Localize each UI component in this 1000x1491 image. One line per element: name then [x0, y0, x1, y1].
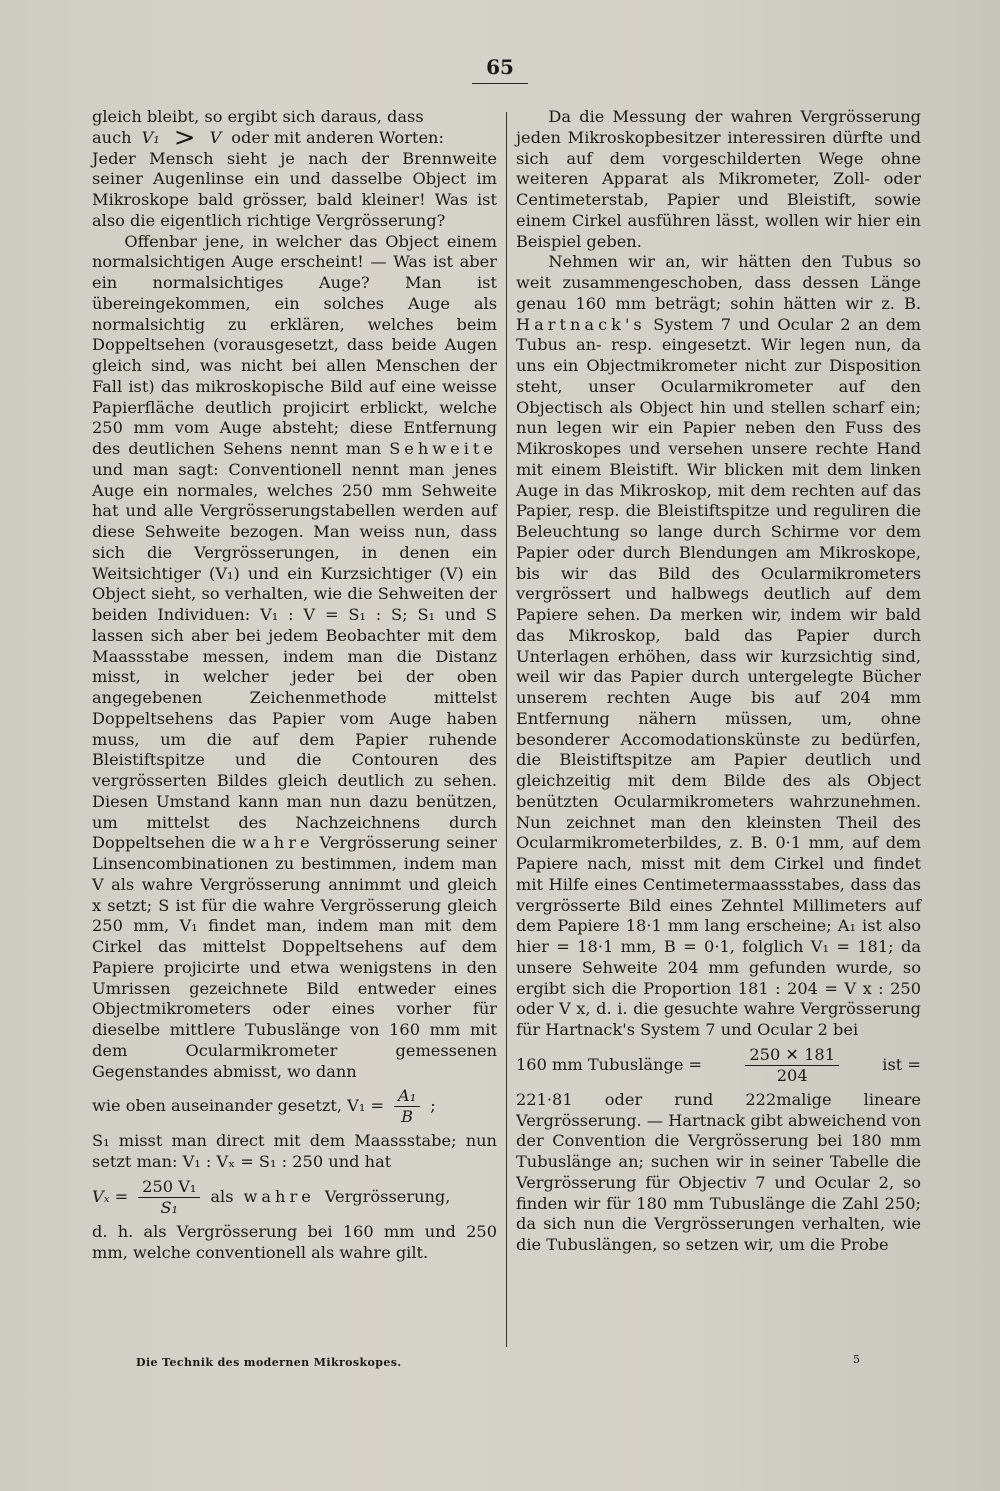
term-sehweite: Sehweite: [389, 439, 497, 458]
equation-tubus-denominator: 204: [776, 1065, 808, 1085]
equation-v1: [92, 1086, 497, 1127]
inequality-prefix: auch: [92, 127, 132, 147]
footer-signature-mark: 5: [853, 1353, 860, 1366]
footer-book-title: Die Technik des modernen Mikroskopes.: [136, 1356, 402, 1369]
page-number: 65: [486, 55, 514, 79]
equation-vx-denominator: S₁: [160, 1197, 179, 1217]
greater-than-sign: >: [173, 123, 196, 154]
equation-v1-numerator: A₁: [394, 1086, 420, 1107]
equation-vx-rhs-a: als: [210, 1186, 234, 1206]
right-paragraph-2-part-a: Nehmen wir an, wir hätten den Tubus so weit zusammengeschoben, dass dessen Länge genau 160 mm beträgt; sohin hätten wir z. B.: [516, 252, 921, 313]
left-column: [92, 107, 497, 1263]
equation-vx: [92, 1177, 497, 1218]
left-paragraph-5: S₁ misst man direct mit dem Maassstabe; nun setzt man: V₁ : Vₓ = S₁ : 250 und hat: [92, 1131, 497, 1171]
term-hartnacks: Hartnack's: [516, 314, 646, 334]
inequality-v1: V₁: [141, 127, 160, 147]
right-paragraph-3: 221·81 oder rund 222malige lineare Vergrösserung. — Hartnack gibt abweichend von der Convention die Vergrösserung bei 180 mm Tubuslänge an; suchen wir in seiner Tabelle die Vergrösserung für Objectiv 7 und Ocular 2, so finden wir für 180 mm Tubuslänge die Zahl 250; da sich nun die Vergrösserungen verhalten, wie die Tubuslängen, so setzen wir, um die Probe: [516, 1089, 921, 1254]
left-paragraph-4-part-a: Offenbar jene, in welcher das Object einem normalsichtigen Auge erscheint! — Was ist aber ein normalsichtiges Auge? Man ist übereingekommen, ein solches Auge als normalsichtig zu erklären, welches beim Doppeltsehen (vorausgesetzt, dass beide Augen gleich sind, was nicht bei allen Menschen der Fall ist) das mikroskopische Bild auf eine weisse Papierfläche deutlich projicirt erblickt, welche 250 mm vom Auge absteht; diese Entfernung des deutlichen Sehens nennt man: [92, 231, 497, 458]
left-paragraph-6: d. h. als Vergrösserung bei 160 mm und 250 mm, welche conventionell als wahre gilt.: [92, 1221, 497, 1262]
equation-tubus-numerator: 250 ✕ 181: [745, 1045, 839, 1066]
column-divider: [506, 112, 507, 1347]
equation-v1-lhs: wie oben auseinander gesetzt, V₁ =: [92, 1096, 385, 1116]
equation-vx-fraction: [138, 1177, 200, 1218]
term-wahre: wahre: [242, 833, 314, 853]
left-paragraph-4-part-b: und man sagt: Conventionell nennt man jenes Auge ein normales, welches 250 mm Sehweite hat und alle Vergrösserungstabellen werden auf diese Sehweite bezogen. Man weiss nun, dass sich die Vergrösserungen, in denen ein Weitsichtiger (V₁) und ein Kurzsichtiger (V) ein Object sieht, so verhalten, wie die Sehweiten der beiden Individuen: V₁ : V = S₁ : S; S₁ und S lassen sich aber bei jedem Beobachter mit dem Maassstabe messen, indem man die Distanz misst, in welcher jeder bei der oben angegebenen Zeichenmethode mittelst Doppeltsehens das Papier vom Auge haben muss, um die auf dem Papier ruhende Bleistiftspitze und die Contouren des vergrösserten Bildes gleich deutlich zu sehen. Diesen Umstand kann man nun dazu benützen, um mittelst des Nachzeichnens durch Doppeltsehen die: [92, 459, 497, 853]
left-paragraph-4-part-c: Vergrösserung seiner Linsencombinationen zu bestimmen, indem man V als wahre Vergrösserung annimmt und gleich x setzt; S ist für die wahre Vergrösserung gleich 250 mm, V₁ findet man, indem man mit dem Cirkel das mittelst Doppeltsehens auf dem Papiere projicirte und etwa wenigstens in den Umrissen gezeichnete Bild entweder eines Objectmikrometers oder eines vorher für dieselbe mittlere Tubuslänge von 160 mm mit dem Ocularmikrometer gemessenen Gegenstandes abmisst, wo dann: [92, 833, 498, 1081]
equation-tubus-lhs: 160 mm Tubuslänge =: [516, 1054, 703, 1074]
left-paragraph-1: gleich bleibt, so ergibt sich daraus, dass: [92, 107, 424, 126]
left-paragraph-3: Jeder Mensch sieht je nach der Brennweite seiner Augenlinse ein und dasselbe Object im Mikroskope bald grösser, bald kleiner! Was ist also die eigentlich richtige Vergrösserung?: [92, 148, 497, 230]
right-paragraph-2-part-b: System 7 und Ocular 2 an dem Tubus an- resp. eingesetzt. Wir legen nun, da uns ein Objectmikrometer nicht zur Disposition steht, unser Ocularmikrometer auf den Objectisch als Object hin und stellen scharf ein; nun legen wir ein Papier neben den Fuss des Mikroskopes und versehen unsere rechte Hand mit einem Bleistift. Wir blicken mit dem linken Auge in das Mikroskop, mit dem rechten auf das Papier, resp. die Bleistiftspitze und reguliren die Beleuchtung so lange durch Schirme vor dem Papier oder durch Blendungen am Mikroskope, bis wir das Bild des Ocularmikrometers vergrössert und halbwegs deutlich auf dem Papiere sehen. Da merken wir, indem wir bald das Mikroskop, bald das Papier durch Unterlagen erhöhen, dass wir kurzsichtig sind, weil wir das Papier durch untergelegte Bücher unserem rechten Auge bis auf 204 mm Entfernung nähern müssen, um, ohne besonderer Accomodationskünste zu bedürfen, die Bleistiftspitze am Papier deutlich und gleichzeitig mit dem Bilde des als Object benützten Ocularmikrometers wahrzunehmen. Nun zeichnet man den kleinsten Theil des Ocularmikrometerbildes, z. B. 0·1 mm, auf dem Papiere nach, misst mit dem Cirkel und findet mit Hilfe eines Centimetermaassstabes, dass das vergrösserte Bild eines Zehntel Millimeters auf dem Papiere 18·1 mm lang erscheine; A₁ ist also hier = 18·1 mm, B = 0·1, folglich V₁ = 181; da unsere Sehweite 204 mm gefunden wurde, so ergibt sich die Proportion 181 : 204 = V x : 250 oder V x, d. i. die gesuchte wahre Vergrösserung für Hartnack's System 7 und Ocular 2 bei: [516, 314, 921, 1039]
equation-tubus-rhs: ist =: [882, 1054, 921, 1074]
left-paragraph-4: [92, 232, 497, 1083]
equation-v1-fraction: [394, 1086, 420, 1127]
right-paragraph-2: [516, 252, 921, 1041]
equation-v1-tail: ;: [430, 1096, 436, 1116]
left-inequality-line: [92, 123, 497, 154]
equation-tubus-fraction: [745, 1045, 839, 1086]
equation-vx-lhs: Vₓ =: [92, 1186, 129, 1206]
equation-vx-rhs-spaced: wahre: [243, 1186, 315, 1206]
equation-vx-numerator: 250 V₁: [138, 1177, 200, 1198]
equation-vx-rhs-b: Vergrösserung,: [324, 1186, 451, 1206]
right-paragraph-1: Da die Messung der wahren Vergrösserung jeden Mikroskopbesitzer interessiren dürfte und sich auf dem vorgeschilderten Wege ohne weiteren Apparat als Mikrometer, Zoll- oder Centimeterstab, Papier und Bleistift, sowie einem Cirkel ausführen lässt, wollen wir hier ein Beispiel geben.: [516, 107, 921, 251]
inequality-suffix: oder mit anderen Worten:: [231, 127, 444, 147]
equation-v1-denominator: B: [401, 1107, 414, 1127]
inequality-v: V: [209, 127, 222, 147]
page-number-rule: [472, 83, 528, 84]
right-column: [516, 107, 921, 1256]
equation-tubus: [516, 1045, 921, 1086]
